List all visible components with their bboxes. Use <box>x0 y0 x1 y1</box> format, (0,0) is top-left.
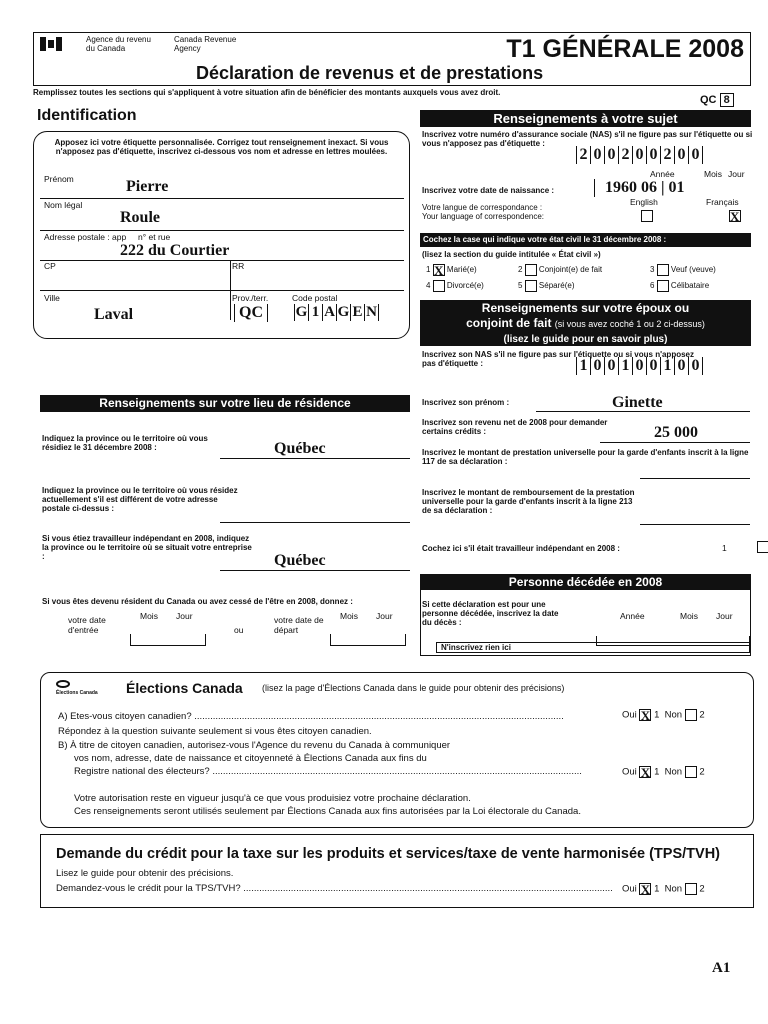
depart-mois: Mois <box>340 611 358 621</box>
rr-label: RR <box>232 261 245 271</box>
nom-label: Nom légal <box>44 200 83 210</box>
etat-option-4[interactable]: 4 Divorcé(e) <box>426 281 484 291</box>
naissance-value[interactable]: 1960 06 | 01 <box>594 179 685 197</box>
decedee-rien: N'inscrivez rien ici <box>436 642 750 653</box>
annee-label: Année <box>650 169 675 179</box>
residence-a1-rule <box>220 458 410 459</box>
sujet-heading: Renseignements à votre sujet <box>420 110 751 127</box>
identification-box <box>33 131 410 339</box>
elections-qb-answer[interactable]: Oui X 1 Non 2 <box>622 765 705 780</box>
residence-heading: Renseignements sur votre lieu de résidence <box>40 395 410 412</box>
prov-value[interactable]: QC <box>234 304 268 322</box>
elections-foot2: Ces renseignements seront utilisés seulement par Élections Canada aux fins autorisées par la Loi électorale du Canada. <box>74 806 581 817</box>
epoux-revenu-label: Inscrivez son revenu net de 2008 pour demander certains crédits : <box>422 418 608 437</box>
depart-field[interactable] <box>330 634 406 646</box>
decedee-mois: Mois <box>680 611 698 621</box>
elections-qb1: B) À titre de citoyen canadien, autorisez-vous l'Agence du revenu du Canada à communiquer <box>58 740 451 751</box>
langue-label: Votre langue de correspondance : Your language of correspondence: <box>422 203 545 222</box>
epoux-revenu-rule <box>600 442 750 443</box>
decedee-box <box>420 590 751 656</box>
ville-value[interactable]: Laval <box>94 306 134 323</box>
epoux-nas[interactable]: 1 0 0 1 0 0 1 0 0 <box>576 357 703 375</box>
rr-divider <box>230 260 231 320</box>
elections-qb2: vos nom, adresse, date de naissance et citoyenneté à Élections Canada aux fins du <box>74 753 427 764</box>
cp-rule <box>40 290 404 291</box>
naissance-label: Inscrivez votre date de naissance : <box>422 186 555 195</box>
etat-option-6[interactable]: 6 Célibataire <box>650 281 710 291</box>
tps-answer[interactable]: Oui X 1 Non 2 <box>622 882 705 897</box>
nom-rule <box>40 230 404 231</box>
entree-jour: Jour <box>176 611 193 621</box>
epoux-travailleur-checkbox[interactable] <box>757 541 768 553</box>
form-subtitle: Déclaration de revenus et de prestations <box>196 63 544 83</box>
instruction: Remplissez toutes les sections qui s'appliquent à votre situation afin de bénéficier des montants auxquels vous avez droit. <box>33 88 501 97</box>
elections-answer-note: Répondez à la question suivante seulement si vous êtes citoyen canadien. <box>58 726 372 737</box>
decedee-heading: Personne décédée en 2008 <box>420 574 751 590</box>
residence-a2-rule[interactable] <box>220 522 410 523</box>
entree-label: votre date d'entrée <box>68 615 106 635</box>
page-code: A1 <box>712 960 731 976</box>
francais-checkbox[interactable]: X <box>729 209 740 224</box>
elections-title: Élections Canada <box>126 680 243 696</box>
epoux-remb-rule[interactable] <box>640 524 750 525</box>
mois-label: Mois <box>704 169 722 179</box>
canada-flag-icon <box>40 37 62 51</box>
residence-q3: Si vous étiez travailleur indépendant en 2008, indiquez la province ou le territoire où se situait votre entreprise : <box>42 534 252 562</box>
epoux-garde-rule[interactable] <box>640 478 750 479</box>
depart-label: votre date de départ <box>274 615 324 635</box>
etat-option-3[interactable]: 3 Veuf (veuve) <box>650 265 716 275</box>
prenom-value[interactable]: Pierre <box>126 178 169 195</box>
etat-heading: Cochez la case qui indique votre état civil le 31 décembre 2008 : <box>420 233 751 247</box>
prenom-label: Prénom <box>44 174 74 184</box>
english-label: English <box>630 197 658 207</box>
epoux-prenom[interactable]: Ginette <box>612 394 663 411</box>
nom-value[interactable]: Roule <box>120 209 160 226</box>
address-rule <box>40 260 404 261</box>
residence-a3-rule <box>220 570 410 571</box>
cp-label: CP <box>44 261 56 271</box>
tps-l1: Lisez le guide pour obtenir des précisions. <box>56 868 234 879</box>
etat-note: (lisez la section du guide intitulée « État civil ») <box>422 250 601 259</box>
epoux-travailleur-num: 1 <box>722 543 727 553</box>
francais-label: Français <box>706 197 739 207</box>
elections-qb3: Registre national des électeurs? ............................................................................................................................................ <box>74 767 582 777</box>
agency-fr: Agence du revenu du Canada <box>86 35 151 54</box>
sujet-nas-label: Inscrivez votre numéro d'assurance sociale (NAS) s'il ne figure pas sur l'étiquette ou si vous n'apposez pas d'étiquette : <box>422 130 753 149</box>
epoux-remb-label: Inscrivez le montant de remboursement de la prestation universelle pour la garde d'enfants inscrit à la ligne 213 de sa déclaration : <box>422 488 635 516</box>
epoux-prenom-label: Inscrivez son prénom : <box>422 398 510 407</box>
province-code: QC 8 <box>700 94 734 107</box>
epoux-garde-label: Inscrivez le montant de prestation universelle pour la garde d'enfants inscrit à la ligne 117 de sa déclaration : <box>422 448 749 467</box>
identification-heading: Identification <box>37 107 137 124</box>
agency-en: Canada Revenue Agency <box>174 35 237 54</box>
adresse-value[interactable]: 222 du Courtier <box>120 242 230 259</box>
residence-a3[interactable]: Québec <box>274 552 326 569</box>
elections-qa-answer[interactable]: Oui X 1 Non 2 <box>622 708 705 723</box>
etat-option-2[interactable]: 2 Conjoint(e) de fait <box>518 265 603 275</box>
entree-mois: Mois <box>140 611 158 621</box>
depart-jour: Jour <box>376 611 393 621</box>
epoux-prenom-rule <box>536 411 750 412</box>
etat-option-5[interactable]: 5 Séparé(e) <box>518 281 575 291</box>
elections-foot1: Votre autorisation reste en vigueur jusqu'à ce que vous produisiez votre prochaine déclaration. <box>74 793 471 804</box>
elections-qa: A) Êtes-vous citoyen canadien? ............................................................................................................................................ <box>58 712 564 722</box>
epoux-travailleur-label: Cochez ici s'il était travailleur indépendant en 2008 : <box>422 544 620 553</box>
decedee-jour: Jour <box>716 611 733 621</box>
residence-q2: Indiquez la province ou le territoire où vous résidez actuellement s'il est différent de votre adresse postale ci-dessus : <box>42 486 238 514</box>
ou-label: ou <box>234 625 244 635</box>
adresse-label: Adresse postale : app n° et rue <box>44 232 171 242</box>
tps-l2: Demandez-vous le crédit pour la TPS/TVH? ............................................................................................................................................ <box>56 884 613 894</box>
sujet-nas[interactable]: 2 0 0 2 0 0 2 0 0 <box>576 146 703 164</box>
code-label: Code postal <box>292 293 338 303</box>
jour-label: Jour <box>728 169 745 179</box>
prov-label: Prov./terr. <box>232 293 269 303</box>
english-checkbox[interactable] <box>641 210 653 222</box>
elections-note: (lisez la page d'Élections Canada dans le guide pour obtenir des précisions) <box>262 683 565 693</box>
etat-option-1[interactable]: 1 X Marié(e) <box>426 263 477 278</box>
epoux-nas-label: Inscrivez son NAS s'il ne figure pas sur l'étiquette ou si vous n'apposez pas d'étiquette : <box>422 350 694 369</box>
epoux-heading: Renseignements sur votre époux ou conjoint de fait (si vous avez coché 1 ou 2 ci-dessus) (lisez le guide pour en savoir plus) <box>420 300 751 346</box>
tps-title: Demande du crédit pour la taxe sur les produits et services/taxe de vente harmonisée (TPS/TVH) <box>56 846 720 862</box>
residence-q4: Si vous êtes devenu résident du Canada ou avez cessé de l'être en 2008, donnez : <box>42 597 353 606</box>
decedee-annee: Année <box>620 611 645 621</box>
code-value[interactable]: G 1 A G E N <box>294 304 379 321</box>
entree-field[interactable] <box>130 634 206 646</box>
ville-label: Ville <box>44 293 60 303</box>
elections-logo-icon: Élections Canada <box>56 678 118 698</box>
prenom-rule <box>40 198 404 199</box>
label-note: Apposez ici votre étiquette personnalisée. Corrigez tout renseignement inexact. Si vous n'apposez pas d'étiquette, inscrivez ci-dessous vos nom et adresse en lettres moulées. <box>54 138 389 157</box>
header <box>33 32 751 86</box>
decedee-label: Si cette déclaration est pour une personne décédée, inscrivez la date du décès : <box>422 600 559 628</box>
residence-a1[interactable]: Québec <box>274 440 326 457</box>
residence-q1: Indiquez la province ou le territoire où vous résidiez le 31 décembre 2008 : <box>42 434 208 453</box>
epoux-revenu[interactable]: 25 000 <box>654 424 698 441</box>
form-title: T1 GÉNÉRALE 2008 <box>506 35 744 63</box>
